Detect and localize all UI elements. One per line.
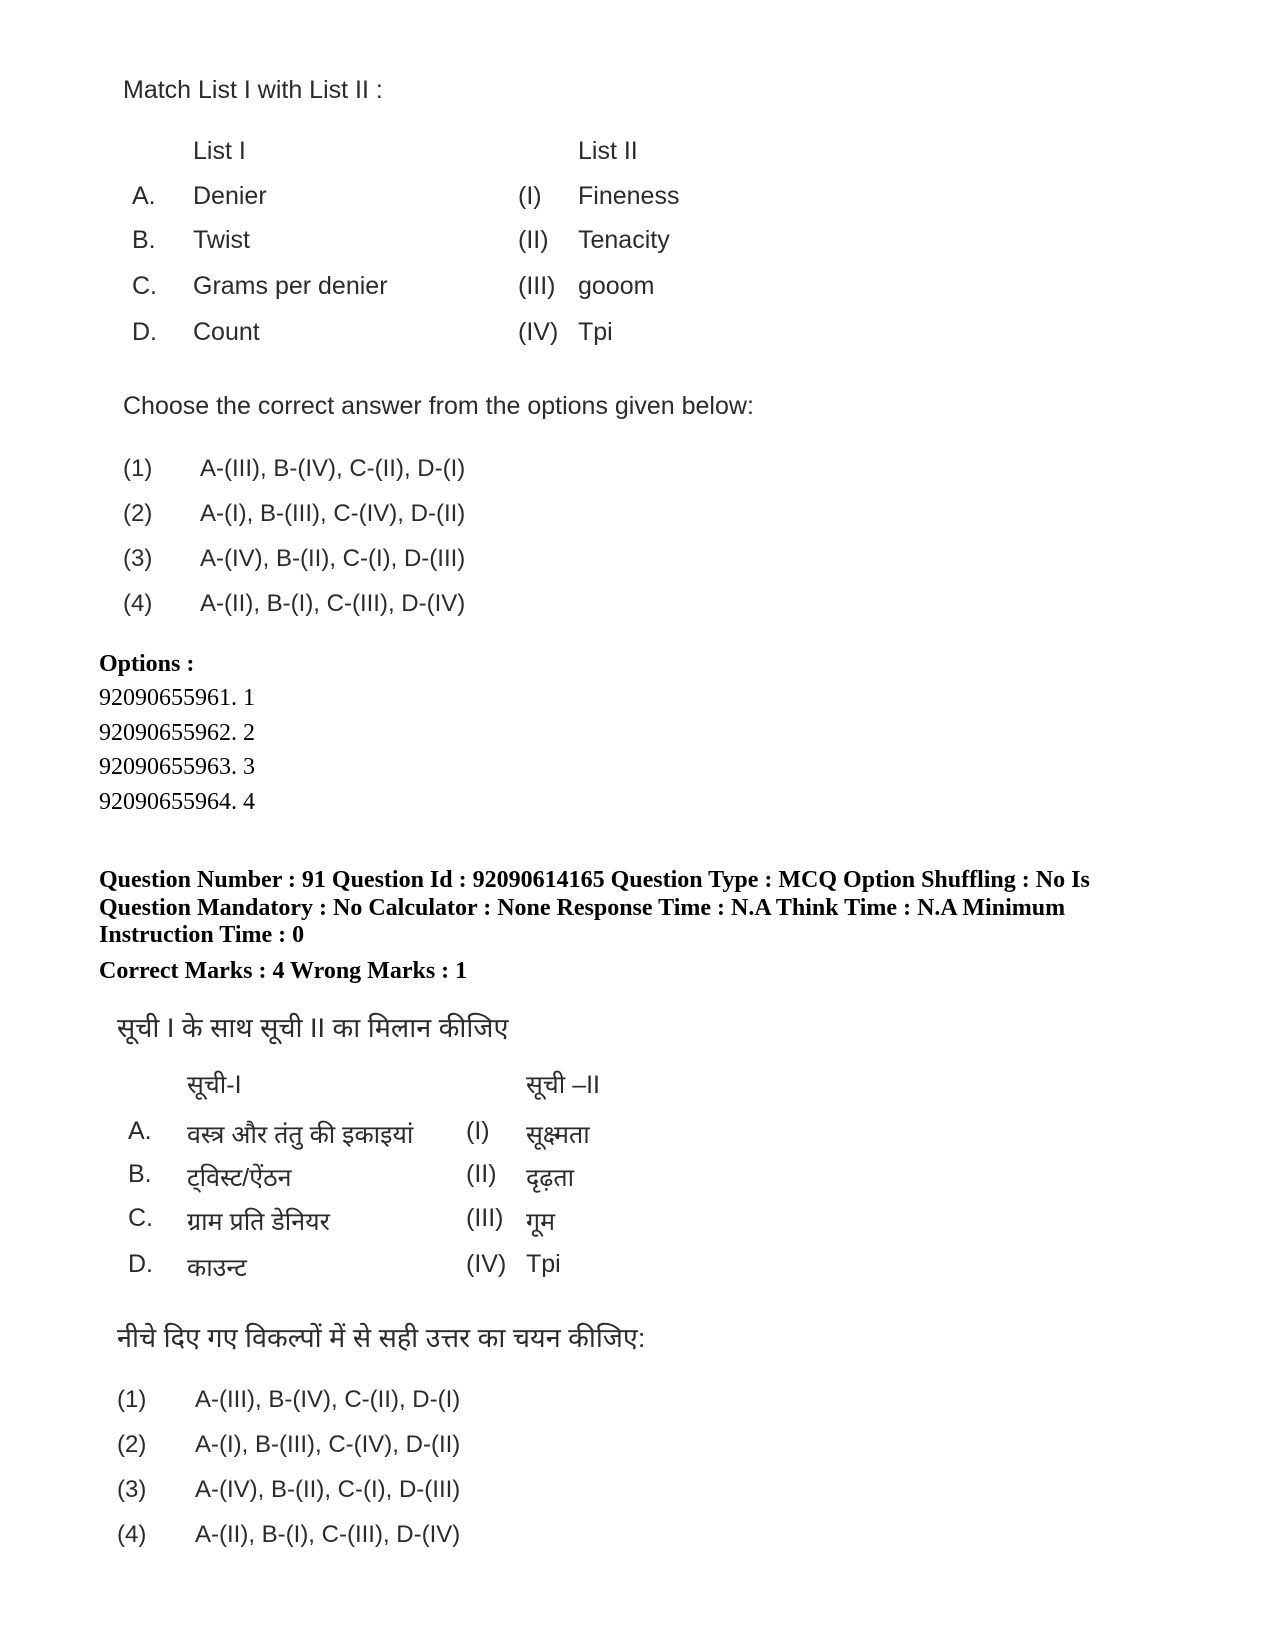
row-item: काउन्ट (187, 1254, 247, 1282)
row-match: Tpi (526, 1250, 561, 1278)
row-item: ट्विस्ट/ऐंठन (187, 1164, 292, 1192)
option-text: A-(III), B-(IV), C-(II), D-(I) (195, 1386, 461, 1413)
option-number: (3) (123, 545, 153, 572)
list1-header: List I (193, 137, 246, 165)
answer-option (0, 1476, 1275, 1510)
option-text: A-(II), B-(I), C-(III), D-(IV) (195, 1521, 461, 1548)
row-match: Fineness (578, 182, 680, 210)
row-letter: A. (128, 1117, 152, 1145)
row-item: वस्त्र और तंतु की इकाइयां (187, 1121, 414, 1149)
meta-line: Question Number : 91 Question Id : 92090614165 Question Type : MCQ Option Shuffling : No Is (99, 867, 1090, 893)
list1-header: सूची-I (187, 1071, 242, 1099)
row-roman: (I) (518, 182, 542, 210)
option-number: (1) (123, 455, 153, 482)
list-row (0, 272, 1275, 306)
choose-instruction-hindi: नीचे दिए गए विकल्पों में से सही उत्तर का चयन कीजिए: (117, 1323, 646, 1353)
row-match: सूक्ष्मता (526, 1121, 590, 1149)
option-text: A-(I), B-(III), C-(IV), D-(II) (195, 1431, 461, 1458)
row-roman: (III) (518, 272, 556, 300)
option-text: A-(IV), B-(II), C-(I), D-(III) (195, 1476, 461, 1503)
marks-line: Correct Marks : 4 Wrong Marks : 1 (99, 958, 468, 984)
answer-option (0, 1521, 1275, 1555)
row-letter: C. (132, 272, 157, 300)
list-row (0, 1250, 1275, 1286)
option-id: 92090655964. 4 (99, 789, 255, 815)
option-text: A-(III), B-(IV), C-(II), D-(I) (200, 455, 466, 482)
meta-line: Question Mandatory : No Calculator : None Response Time : N.A Think Time : N.A Minimum (99, 895, 1066, 921)
option-number: (1) (117, 1386, 147, 1413)
answer-option (0, 590, 1275, 624)
option-id: 92090655962. 2 (99, 720, 255, 746)
list2-header: List II (578, 137, 638, 165)
list-row (0, 1160, 1275, 1196)
row-item: Count (193, 318, 260, 346)
option-number: (4) (117, 1521, 147, 1548)
row-match: Tenacity (578, 226, 670, 254)
row-letter: D. (128, 1250, 153, 1278)
meta-line: Instruction Time : 0 (99, 922, 305, 948)
option-number: (3) (117, 1476, 147, 1503)
row-letter: B. (128, 1160, 152, 1188)
list2-header: सूची –II (526, 1071, 600, 1099)
row-match: गूम (526, 1208, 556, 1236)
answer-option (0, 455, 1275, 489)
option-id: 92090655961. 1 (99, 685, 255, 711)
list-row (0, 318, 1275, 352)
row-match: gooom (578, 272, 655, 300)
option-text: A-(IV), B-(II), C-(I), D-(III) (200, 545, 466, 572)
option-number: (4) (123, 590, 153, 617)
row-letter: C. (128, 1204, 153, 1232)
list-row (0, 1117, 1275, 1153)
option-id: 92090655963. 3 (99, 754, 255, 780)
answer-option (0, 1386, 1275, 1420)
list-headers (0, 137, 1275, 171)
row-letter: D. (132, 318, 157, 346)
row-roman: (IV) (518, 318, 559, 346)
list-row (0, 182, 1275, 216)
option-text: A-(II), B-(I), C-(III), D-(IV) (200, 590, 466, 617)
row-roman: (III) (466, 1204, 504, 1232)
row-match: Tpi (578, 318, 613, 346)
option-number: (2) (123, 500, 153, 527)
row-letter: B. (132, 226, 156, 254)
row-roman: (II) (466, 1160, 497, 1188)
option-text: A-(I), B-(III), C-(IV), D-(II) (200, 500, 466, 527)
row-roman: (I) (466, 1117, 490, 1145)
options-heading: Options : (99, 651, 195, 677)
row-item: Denier (193, 182, 267, 210)
answer-option (0, 545, 1275, 579)
list-row (0, 226, 1275, 260)
row-item: Twist (193, 226, 250, 254)
option-number: (2) (117, 1431, 147, 1458)
row-item: ग्राम प्रति डेनियर (187, 1208, 330, 1236)
answer-option (0, 1431, 1275, 1465)
row-letter: A. (132, 182, 156, 210)
question-intro: Match List I with List II : (123, 76, 383, 104)
row-roman: (II) (518, 226, 549, 254)
question-intro-hindi: सूची I के साथ सूची II का मिलान कीजिए (117, 1013, 509, 1043)
choose-instruction: Choose the correct answer from the options given below: (123, 392, 754, 420)
row-roman: (IV) (466, 1250, 507, 1278)
answer-option (0, 500, 1275, 534)
list-headers-hindi (0, 1067, 1275, 1103)
list-row (0, 1204, 1275, 1240)
row-item: Grams per denier (193, 272, 388, 300)
row-match: दृढ़ता (526, 1164, 575, 1192)
